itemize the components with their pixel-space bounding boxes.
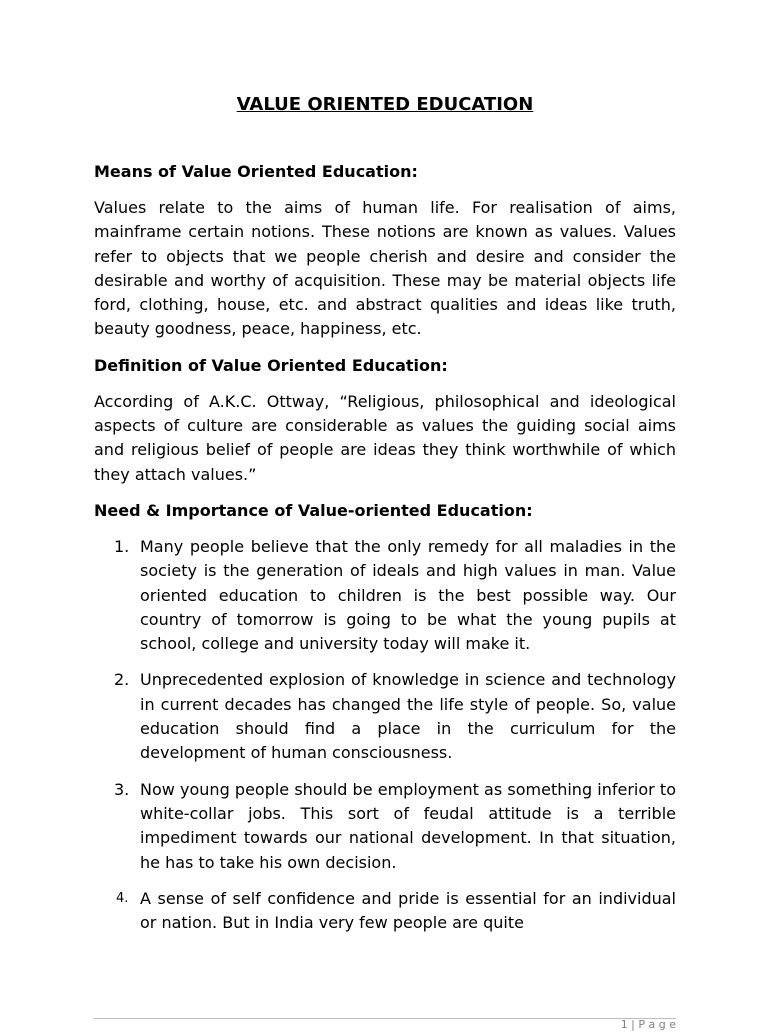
- document-page: [94, 92, 676, 947]
- list-item-text: A sense of self confidence and pride is essential for an individual or nation. But in India very few people are quite: [140, 888, 676, 933]
- list-item-number: 1.: [114, 536, 130, 556]
- list-item: [94, 535, 676, 656]
- section-heading-definition: Definition of Value Oriented Education:: [94, 355, 448, 375]
- list-item-number: 2.: [114, 670, 130, 690]
- list-item: [94, 668, 676, 765]
- list-item: [94, 887, 676, 936]
- importance-list: [94, 535, 676, 935]
- document-title: VALUE ORIENTED EDUCATION: [236, 94, 534, 115]
- list-item: [94, 778, 676, 875]
- page-number-footer: 1 | P a g e: [620, 1018, 676, 1031]
- section-heading-need: Need & Importance of Value-oriented Education:: [94, 500, 533, 520]
- list-item-text: Unprecedented explosion of knowledge in science and technology in current decades has changed the life style of people. So, value education should find a place in the curriculum for the development of human consciousness.: [140, 670, 676, 763]
- list-item-text: Now young people should be employment as something inferior to white-collar jobs. This sort of feudal attitude is a terrible impediment towards our national development. In that situation, he has to take his own decision.: [140, 779, 676, 872]
- section-paragraph-means: Values relate to the aims of human life. For realisation of aims, mainframe certain notions. These notions are known as values. Values refer to objects that we people cherish and desire and consider the desirable and worthy of acquisition. These may be material objects life ford, clothing, house, etc. and abstract qualities and ideas like truth, beauty goodness, peace, happiness, etc.: [94, 198, 676, 339]
- section-heading-means: Means of Value Oriented Education:: [94, 162, 418, 181]
- list-item-number: 4.: [116, 890, 129, 906]
- footer-divider: [94, 1018, 676, 1019]
- list-item-text: Many people believe that the only remedy for all maladies in the society is the generation of ideals and high values in man. Value oriented education to children is the best possible way. Our country of tomorrow is going to be what the young pupils at school, college and university today will make it.: [140, 536, 676, 654]
- section-paragraph-definition: According of A.K.C. Ottway, “Religious, philosophical and ideological aspects of culture are considerable as values the guiding social aims and religious belief of people are ideas they think worthwhile of which they attach values.”: [94, 391, 676, 484]
- list-item-number: 3.: [114, 779, 130, 799]
